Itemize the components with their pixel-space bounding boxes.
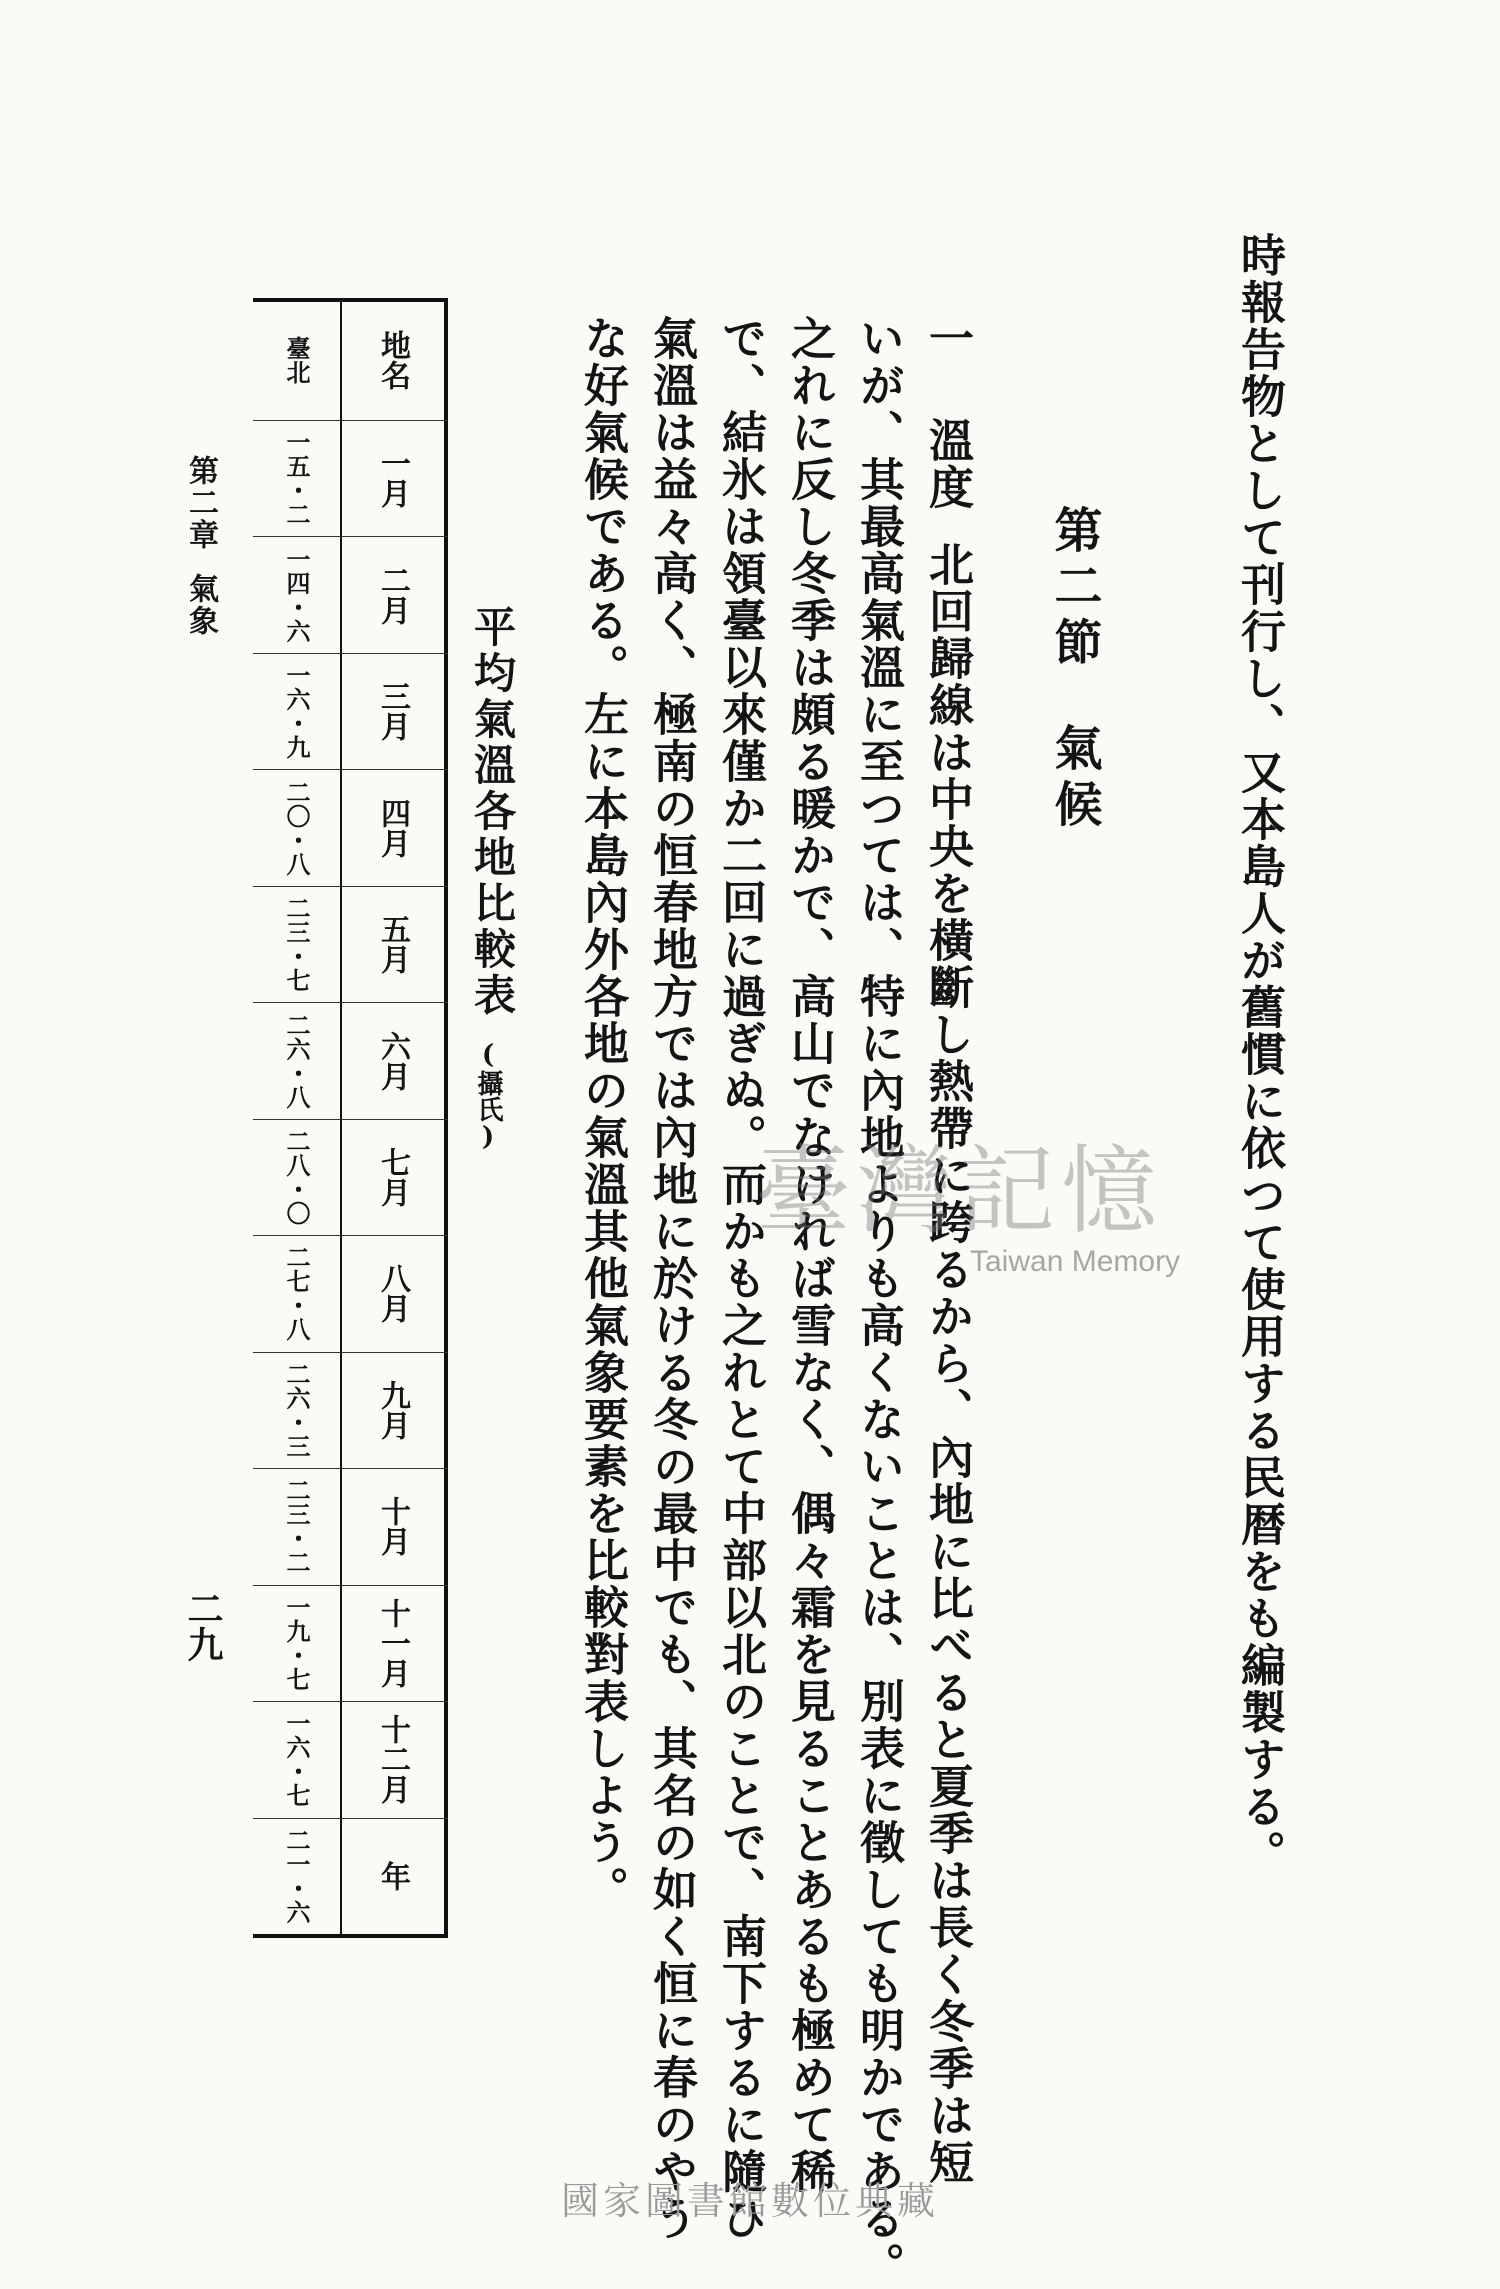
table-value-cell: [253, 1352, 340, 1468]
table-month-label-cell: [342, 653, 442, 769]
table-value-cell: [253, 1468, 340, 1584]
table-value: 一五・二: [282, 430, 311, 527]
table-month-label: 十月: [375, 1496, 410, 1557]
table-month-label-cell: [342, 1002, 442, 1118]
table-place-name-cell: [253, 300, 340, 420]
table-value-cell: [253, 420, 340, 536]
table-value: 二〇・八: [282, 779, 311, 876]
table-month-label: 三月: [375, 681, 410, 742]
table-title: 平均氣溫各地比較表: [468, 605, 517, 1019]
table-month-label-cell: [342, 1468, 442, 1584]
section-title: 氣候: [1046, 723, 1102, 835]
table-month-label-cell: [342, 769, 442, 885]
table-month-label: 六月: [375, 1030, 410, 1091]
paragraph-line-6: な好氣候である。左に本島內外各地の氣溫其他氣象要素を比較對表しよう。: [576, 315, 629, 1913]
table-month-label: 七月: [375, 1146, 410, 1207]
table-row-divider: [253, 1468, 448, 1469]
library-credit: 國家圖書館數位典藏: [560, 2179, 939, 2223]
table-row-divider: [253, 1352, 448, 1353]
table-value: 二六・八: [282, 1012, 311, 1109]
table-value-cell: [253, 769, 340, 885]
page-number: 二九: [182, 1590, 224, 1662]
table-month-label: 五月: [375, 914, 410, 975]
table-value: 一四・六: [282, 546, 311, 643]
table-value: 一九・七: [282, 1594, 311, 1691]
table-row-divider: [253, 536, 448, 537]
table-value-cell: [253, 1701, 340, 1817]
paragraph-text: 北回歸線は中央を橫斷し熱帶に跨るから、內地に比べると夏季は長く冬季は短: [921, 541, 974, 2186]
table-month-label: 二月: [375, 564, 410, 625]
paragraph-heading: 一 溫度: [921, 315, 974, 511]
table-month-label-cell: [342, 1701, 442, 1817]
table-month-label: 四月: [375, 797, 410, 858]
table-value-cell: [253, 1235, 340, 1351]
table-value-cell: [253, 653, 340, 769]
paragraph-line-5: 氣溫は益々高く、極南の恒春地方では內地に於ける冬の最中でも、其名の如く恒に春のやう: [645, 315, 698, 2242]
table-month-label-cell: [342, 536, 442, 652]
table-header-label-cell: [342, 300, 442, 420]
table-month-label-cell: [342, 886, 442, 1002]
table-month-label-cell: [342, 1585, 442, 1701]
watermark: [755, 1115, 1215, 1295]
table-row-divider: [253, 1818, 448, 1819]
table-month-label-cell: [342, 1235, 442, 1351]
table-month-label: 十二月: [375, 1714, 410, 1805]
table-value: 二三・二: [282, 1478, 311, 1575]
table-value-cell: [253, 886, 340, 1002]
table-value-cell: [253, 1585, 340, 1701]
table-header-column: [340, 300, 442, 1934]
paragraph-line-3: 之れに反し冬季は頗る暖かで、高山でなければ雪なく、偶々霜を見ることあるも極めて稀: [783, 315, 836, 2195]
table-value-cell: [253, 1818, 340, 1934]
table-unit: (攝氏): [473, 1040, 503, 1152]
table-value: 二八・〇: [282, 1128, 311, 1225]
table-month-label-cell: [342, 1352, 442, 1468]
paragraph-line-4: で、結氷は領臺以來僅か二回に過ぎぬ。而かも之れとて中部以北のことで、南下するに隨ひ: [714, 315, 767, 2242]
table-value: 一六・九: [282, 663, 311, 760]
table-row-divider: [253, 1002, 448, 1003]
previous-paragraph-tail: 時報告物として刊行し、又本島人が舊慣に依つて使用する民暦をも編製する。: [1233, 232, 1286, 1877]
table-row-divider: [253, 653, 448, 654]
table-value-cell: [253, 1119, 340, 1235]
table-month-label: 年: [375, 1860, 410, 1891]
table-row-divider: [253, 886, 448, 887]
chapter-title: 氣象: [183, 573, 218, 637]
table-value-cell: [253, 536, 340, 652]
table-month-label-cell: [342, 1119, 442, 1235]
table-value: 二七・八: [282, 1245, 311, 1342]
section-number: 第二節: [1046, 505, 1102, 673]
paragraph-line-2: いが、其最高氣溫に至つては、特に內地よりも高くないことは、別表に徵しても明かである。: [852, 315, 905, 2289]
table-data-column: [253, 300, 340, 1934]
watermark-english: Taiwan Memory: [970, 1245, 1181, 1278]
table-row-divider: [253, 1701, 448, 1702]
table-month-label: 九月: [375, 1379, 410, 1440]
running-footer-chapter: [178, 455, 222, 637]
table-value: 二六・三: [282, 1361, 311, 1458]
table-month-label: 十一月: [375, 1597, 410, 1688]
table-month-label: 一月: [375, 448, 410, 509]
table-row-divider: [253, 769, 448, 770]
table-place-name: 臺北: [282, 336, 311, 384]
table-value: 二一・六: [282, 1827, 311, 1924]
table-value: 一六・七: [282, 1711, 311, 1808]
table-row-divider: [253, 1585, 448, 1586]
table-row-divider: [253, 1119, 448, 1120]
chapter-number: 第二章: [183, 455, 218, 551]
table-month-label-cell: [342, 1818, 442, 1934]
table-value-cell: [253, 1002, 340, 1118]
table-month-label-cell: [342, 420, 442, 536]
table-row-divider: [253, 1235, 448, 1236]
table-value: 二三・七: [282, 896, 311, 993]
table-row-divider: [253, 420, 448, 421]
watermark-logo-text: 臺灣記憶: [755, 1135, 1163, 1247]
table-month-label: 八月: [375, 1263, 410, 1324]
table-header-label: 地名: [375, 330, 410, 390]
section-heading: [1040, 505, 1109, 835]
